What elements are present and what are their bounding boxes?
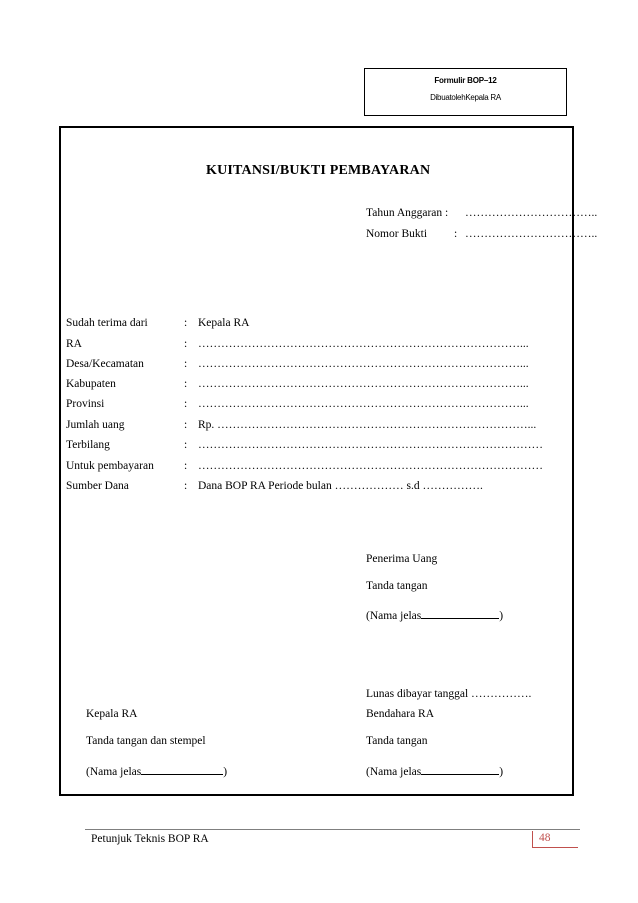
- form-code: Formulir BOP–12: [434, 76, 497, 85]
- treasurer-name-line: [366, 762, 503, 778]
- name-open: (Nama jelas: [366, 766, 422, 778]
- principal-title: Kepala RA: [86, 708, 138, 720]
- form-code-box: [364, 68, 567, 116]
- field-colon: :: [184, 439, 188, 451]
- field-value: ………………………………………………………………………………: [198, 460, 543, 472]
- page-number-box: [532, 831, 578, 848]
- field-label: Sudah terima dari: [66, 317, 148, 329]
- nomor-bukti-colon: :: [454, 228, 458, 240]
- name-open: (Nama jelas: [366, 610, 422, 622]
- field-colon: :: [184, 480, 188, 492]
- field-colon: :: [184, 317, 188, 329]
- name-open: (Nama jelas: [86, 766, 142, 778]
- field-value: Kepala RA: [198, 317, 250, 329]
- name-close: ): [223, 766, 228, 778]
- field-colon: :: [184, 419, 188, 431]
- field-colon: :: [184, 398, 188, 410]
- field-colon: :: [184, 358, 188, 370]
- field-colon: :: [184, 460, 188, 472]
- field-label: Kabupaten: [66, 378, 116, 390]
- field-label: Desa/Kecamatan: [66, 358, 144, 370]
- field-value: …………………………………………………………………………...: [198, 338, 529, 350]
- field-label: Untuk pembayaran: [66, 460, 154, 472]
- principal-sign-label: Tanda tangan dan stempel: [86, 735, 206, 747]
- treasurer-sign-label: Tanda tangan: [366, 735, 428, 747]
- receipt-title: KUITANSI/BUKTI PEMBAYARAN: [206, 163, 431, 178]
- name-close: ): [499, 766, 504, 778]
- field-value: ………………………………………………………………………………: [198, 439, 543, 451]
- treasurer-title: Bendahara RA: [366, 708, 435, 720]
- tahun-anggaran-value: ……………………………..: [465, 207, 598, 219]
- form-created-by: DibuatolehKepala RA: [430, 93, 501, 102]
- name-close: ): [499, 610, 504, 622]
- footer-title: Petunjuk Teknis BOP RA: [91, 833, 209, 845]
- signature-blank: [421, 606, 499, 619]
- field-value: Rp. ………………………………………………………………………...: [198, 419, 537, 431]
- field-colon: :: [184, 338, 188, 350]
- field-label: Jumlah uang: [66, 419, 125, 431]
- field-colon: :: [184, 378, 188, 390]
- field-label: RA: [66, 338, 82, 350]
- nomor-bukti-label: Nomor Bukti: [366, 228, 428, 240]
- paid-date-line: Lunas dibayar tanggal …………….: [366, 688, 532, 700]
- recipient-title: Penerima Uang: [366, 553, 438, 565]
- footer-rule: [85, 829, 580, 830]
- field-label: Provinsi: [66, 398, 105, 410]
- field-label: Sumber Dana: [66, 480, 129, 492]
- field-value: …………………………………………………………………………...: [198, 378, 529, 390]
- page-number: 48: [539, 832, 551, 844]
- field-value: …………………………………………………………………………...: [198, 358, 529, 370]
- tahun-anggaran-label: Tahun Anggaran :: [366, 207, 449, 219]
- field-label: Terbilang: [66, 439, 110, 451]
- recipient-name-line: [366, 606, 503, 622]
- nomor-bukti-value: ……………………………..: [465, 228, 598, 240]
- field-value: Dana BOP RA Periode bulan ……………… s.d …………….: [198, 480, 483, 492]
- principal-name-line: [86, 762, 227, 778]
- signature-blank: [141, 762, 223, 775]
- signature-blank: [421, 762, 499, 775]
- recipient-sign-label: Tanda tangan: [366, 580, 428, 592]
- field-value: …………………………………………………………………………...: [198, 398, 529, 410]
